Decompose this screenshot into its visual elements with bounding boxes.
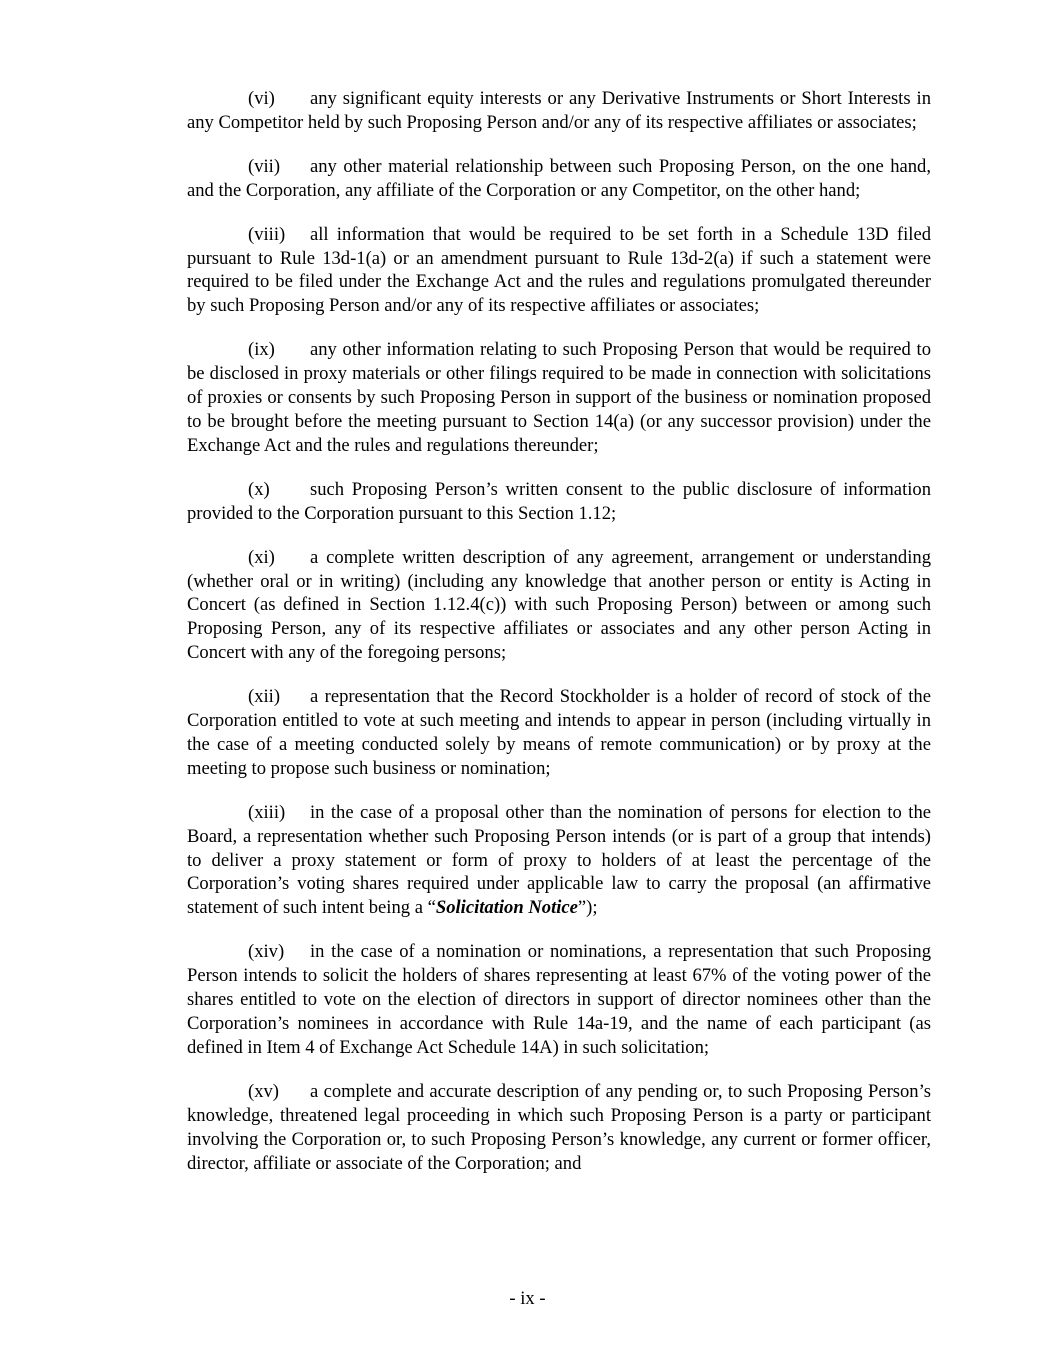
clause-text: a complete and accurate description of any pending or, to such Proposing Person’s knowledge, threatened legal proceeding in which such Proposing Person is a party or participant involving the Corporation or, to such Proposing Person’s knowledge, any current or former officer, director, affiliate or associate of the Corporation; and <box>187 1080 931 1174</box>
clause-xv <box>187 1080 931 1176</box>
clause-number: (viii) <box>248 223 286 245</box>
clause-viii <box>187 223 931 319</box>
clause-text: all information that would be required to be set forth in a Schedule 13D filed pursuant to Rule 13d-1(a) or an amendment pursuant to Rule 13d-2(a) if such a statement were required to be filed under the Exchange Act and the rules and regulations promulgated thereunder by such Proposing Person and/or any of its respective affiliates or associates; <box>187 223 931 317</box>
clause-x <box>187 478 931 526</box>
clause-xiii <box>187 801 931 921</box>
clause-number: (xv) <box>248 1080 279 1102</box>
clause-number: (xii) <box>248 686 281 708</box>
clause-number: (x) <box>248 478 270 500</box>
clause-text: any other material relationship between such Proposing Person, on the one hand, and the Corporation, any affiliate of the Corporation or any Competitor, on the other hand; <box>187 155 931 201</box>
clause-xiv <box>187 940 931 1060</box>
clause-text: a complete written description of any agreement, arrangement or understanding (whether oral or in writing) (including any knowledge that another person or entity is Acting in Concert (as defined in Section 1.12.4(c)) with such Proposing Person) between or among such Proposing Person, any of its respective affiliates or associates and any other person Acting in Concert with any of the foregoing persons; <box>187 546 931 664</box>
clause-text: any significant equity interests or any Derivative Instruments or Short Interests in any Competitor held by such Proposing Person and/or any of its respective affiliates or associates; <box>187 88 931 133</box>
clause-xi <box>187 546 931 666</box>
clause-text: any other information relating to such Proposing Person that would be required to be disclosed in proxy materials or other filings required to be made in connection with solicitations of proxies or consents by such Proposing Person in support of the business or nomination proposed to be brought before the meeting pursuant to Section 14(a) (or any successor provision) under the Exchange Act and the rules and regulations thereunder; <box>187 339 931 456</box>
page-number: - ix - <box>509 1288 546 1309</box>
clause-ix <box>187 338 931 458</box>
clause-text: in the case of a nomination or nominations, a representation that such Proposing Person intends to solicit the holders of shares representing at least 67% of the voting power of the shares entitled to vote on the election of directors in support of director nominees other than the Corporation’s nominees in accordance with Rule 14a-19, and the name of each participant (as defined in Item 4 of Exchange Act Schedule 14A) in such solicitation; <box>187 941 931 1058</box>
clause-number: (xiii) <box>248 801 286 823</box>
clause-number: (vi) <box>248 88 275 109</box>
clause-number: (ix) <box>248 339 275 361</box>
clause-number: (xi) <box>248 546 275 568</box>
defined-term-solicitation-notice: Solicitation Notice <box>435 897 578 919</box>
clause-text: in the case of a proposal other than the nomination of persons for election to the Board, a representation whether such Proposing Person intends (or is part of a group that intends) to deliver a proxy statement or form of proxy to holders of at least the percentage of the Corporation’s voting shares required under applicable law to carry the proposal (an affirmative statement of such intent being a “ <box>187 801 931 919</box>
clause-number: (xiv) <box>248 941 285 963</box>
clause-text: such Proposing Person’s written consent to the public disclosure of information provided to the Corporation pursuant to this Section 1.12; <box>187 478 931 524</box>
clause-text-end: ”); <box>577 897 598 919</box>
clause-xii <box>187 685 931 781</box>
document-body <box>187 87 931 1195</box>
clause-text: a representation that the Record Stockholder is a holder of record of stock of the Corporation entitled to vote at such meeting and intends to appear in person (including virtually in the case of a meeting conducted solely by means of remote communication) or by proxy at the meeting to propose such business or nomination; <box>187 686 931 779</box>
clause-vi <box>187 87 931 135</box>
clause-number: (vii) <box>248 155 281 177</box>
clause-vii <box>187 155 931 203</box>
